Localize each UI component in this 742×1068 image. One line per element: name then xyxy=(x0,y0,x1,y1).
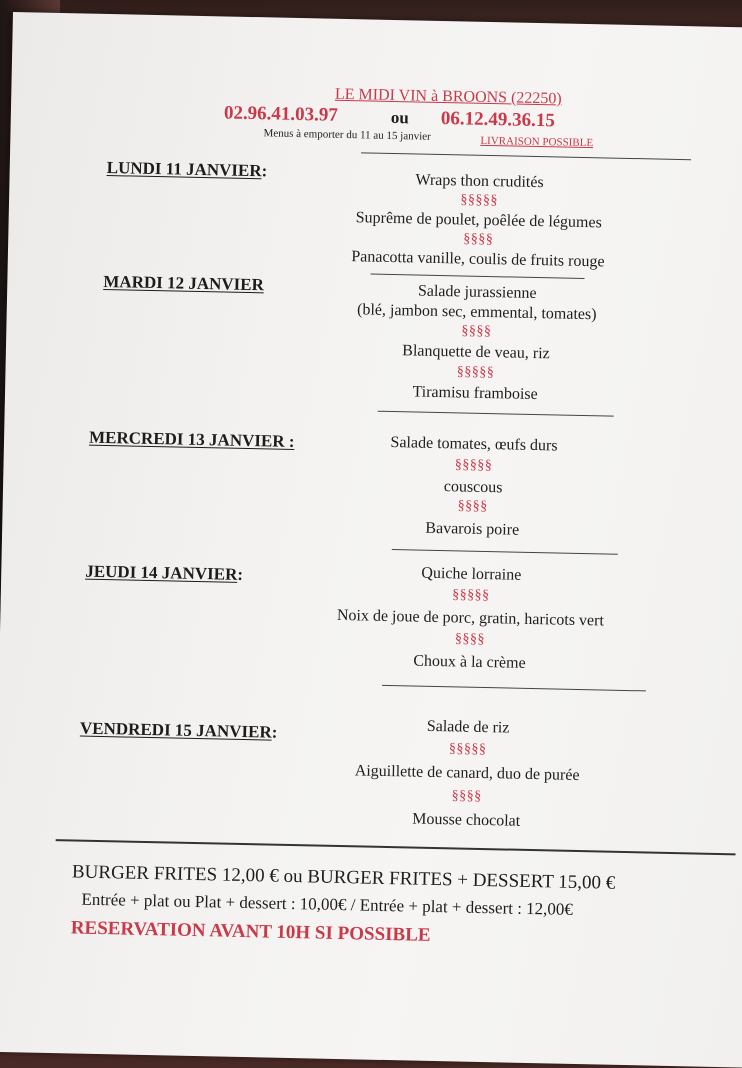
restaurant-title: LE MIDI VIN à BROONS (22250) xyxy=(334,85,562,108)
wednesday-divider xyxy=(392,549,618,555)
monday-starter: Wraps thon crudités xyxy=(415,171,544,192)
wednesday-main: couscous xyxy=(443,478,503,497)
monday-separator-2: §§§§ xyxy=(463,231,494,248)
burger-prices: BURGER FRITES 12,00 € ou BURGER FRITES + DESSERT 15,00 € xyxy=(71,861,616,894)
thursday-separator-1: §§§§§ xyxy=(451,587,490,604)
tuesday-dessert: Tiramisu framboise xyxy=(412,383,538,404)
tuesday-separator-1: §§§§ xyxy=(461,323,492,340)
wednesday-starter: Salade tomates, œufs durs xyxy=(390,434,558,455)
friday-separator-2: §§§§ xyxy=(451,788,482,804)
day-heading-friday: VENDREDI 15 JANVIER: xyxy=(79,718,278,742)
thursday-main: Noix de joue de porc, gratin, haricots vert xyxy=(336,606,605,630)
monday-divider xyxy=(371,274,585,279)
thursday-divider xyxy=(382,685,646,692)
day-heading-wednesday: MERCREDI 13 JANVIER : xyxy=(88,427,295,451)
friday-main: Aiguillette de canard, duo de purée xyxy=(354,762,580,785)
formula-prices: Entrée + plat ou Plat + dessert : 10,00€ / Entrée + plat + dessert : 12,00€ xyxy=(81,889,574,919)
friday-separator-1: §§§§§ xyxy=(448,741,487,758)
monday-main: Suprême de poulet, poêlée de légumes xyxy=(355,209,602,232)
phone-number-1: 02.96.41.03.97 xyxy=(223,102,339,126)
reservation-note: RESERVATION AVANT 10H SI POSSIBLE xyxy=(70,917,431,946)
menu-subtitle: Menus à emporter du 11 au 15 janvier xyxy=(263,127,431,143)
monday-separator-1: §§§§§ xyxy=(460,192,499,209)
monday-dessert: Panacotta vanille, coulis de fruits rouge xyxy=(351,248,605,271)
day-heading-monday: LUNDI 11 JANVIER: xyxy=(106,157,268,181)
wednesday-separator-1: §§§§§ xyxy=(454,457,493,474)
delivery-note: LIVRAISON POSSIBLE xyxy=(480,134,594,150)
tuesday-starter-detail: (blé, jambon sec, emmental, tomates) xyxy=(356,301,597,324)
footer-divider xyxy=(56,839,736,855)
menu-sheet xyxy=(0,12,742,1068)
wednesday-separator-2: §§§§ xyxy=(457,498,488,515)
thursday-starter: Quiche lorraine xyxy=(421,564,522,584)
phone-separator: ou xyxy=(390,107,410,128)
tuesday-divider xyxy=(378,411,614,417)
wednesday-dessert: Bavarois poire xyxy=(425,519,520,539)
header-divider xyxy=(361,152,691,160)
tuesday-main: Blanquette de veau, riz xyxy=(402,342,550,363)
phone-number-2: 06.12.49.36.15 xyxy=(440,107,556,132)
day-heading-thursday: JEUDI 14 JANVIER: xyxy=(85,561,244,584)
tuesday-separator-2: §§§§§ xyxy=(456,364,495,381)
thursday-separator-2: §§§§ xyxy=(454,631,486,648)
day-heading-tuesday: MARDI 12 JANVIER xyxy=(103,271,265,295)
friday-starter: Salade de riz xyxy=(426,717,510,737)
friday-dessert: Mousse chocolat xyxy=(412,810,521,830)
thursday-dessert: Choux à la crème xyxy=(413,652,526,672)
tuesday-starter: Salade jurassienne xyxy=(417,282,537,303)
